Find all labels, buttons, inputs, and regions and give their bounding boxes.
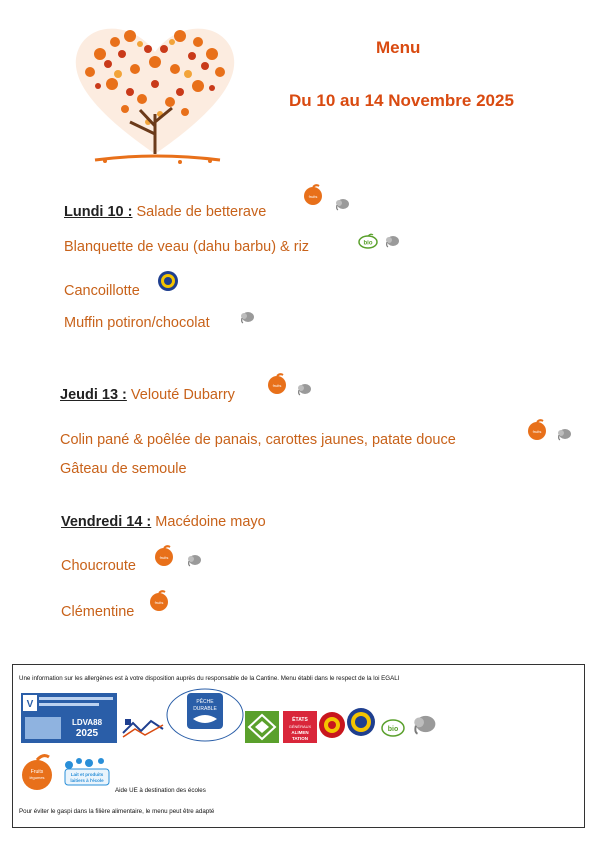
monday-starter-line (64, 204, 266, 220)
monday-cheese: Cancoillotte (64, 283, 140, 299)
svg-text:Lait et produits: Lait et produits (70, 772, 104, 777)
food-waste-note: Pour éviter le gaspi dans la filière alimentaire, le menu peut être adapté (19, 808, 215, 815)
monday-main: Blanquette de veau (dahu barbu) & riz (64, 239, 310, 255)
aoc-label-icon (318, 711, 346, 739)
thursday-starter: Velouté Dubarry (130, 387, 235, 403)
monday-day-label: Lundi 10 : (64, 204, 133, 220)
fruits-at-school-logo (17, 751, 57, 791)
autumn-heart-tree-illustration (60, 14, 250, 166)
elephant-icon (186, 553, 202, 567)
aop-label-icon (157, 270, 179, 292)
sustainable-fishing-logo (165, 687, 245, 743)
green-quality-label-logo (245, 711, 279, 743)
eu-aid-note: Aide UE à destination des écoles (115, 787, 206, 794)
svg-text:ÉTATS: ÉTATS (292, 717, 308, 723)
svg-text:fruits: fruits (532, 429, 542, 434)
svg-text:légumes: légumes (29, 775, 45, 780)
svg-text:PÊCHE: PÊCHE (196, 699, 214, 705)
svg-text:fruits: fruits (308, 194, 318, 199)
elephant-icon (411, 711, 437, 737)
monday-dessert: Muffin potiron/chocolat (64, 315, 210, 331)
elephant-icon (556, 427, 572, 441)
etats-generaux-alimentation-logo (283, 711, 317, 743)
svg-text:LDVA88: LDVA88 (71, 718, 103, 727)
svg-text:Fruits: Fruits (30, 769, 44, 775)
friday-main: Choucroute (61, 558, 136, 574)
friday-starter-line (61, 514, 266, 530)
fruit-at-school-icon (302, 183, 324, 205)
svg-text:GÉNÉRAUX: GÉNÉRAUX (288, 724, 312, 729)
thursday-day-label: Jeudi 13 : (60, 387, 127, 403)
menu-dates: Du 10 au 14 Novembre 2025 (289, 91, 514, 110)
svg-text:laitiers à l'école: laitiers à l'école (70, 778, 104, 783)
svg-text:ALIMEN: ALIMEN (291, 730, 309, 735)
footer-info-box (12, 664, 585, 828)
friday-day-label: Vendredi 14 : (61, 514, 152, 530)
fruit-at-school-icon (153, 544, 175, 566)
france-agriculture-logo (121, 713, 165, 741)
thursday-dessert: Gâteau de semoule (60, 461, 187, 477)
thursday-starter-line (60, 387, 235, 403)
allergens-note: Une information sur les allergènes est à votre disposition auprès du responsable de la Cantine. Menu établi dans le respect de la loi EGALI (19, 675, 400, 682)
page-title: Menu (376, 38, 421, 57)
laboratory-logo (21, 693, 117, 743)
svg-text:bio: bio (387, 726, 399, 733)
friday-dessert: Clémentine (61, 604, 135, 620)
fruit-at-school-icon (266, 372, 288, 394)
milk-at-school-logo (59, 755, 113, 789)
fruit-at-school-icon (148, 589, 170, 611)
elephant-icon (296, 382, 312, 396)
bio-organic-icon (358, 233, 378, 249)
svg-text:bio: bio (363, 240, 373, 247)
friday-starter: Macédoine mayo (155, 514, 266, 530)
monday-starter: Salade de betterave (136, 204, 267, 220)
aop-label-icon (346, 707, 376, 737)
elephant-icon (334, 197, 350, 211)
svg-text:2025: 2025 (75, 728, 99, 739)
svg-text:V: V (26, 699, 34, 710)
thursday-main: Colin pané & poêlée de panais, carottes jaunes, patate douce (60, 432, 456, 448)
svg-text:DURABLE: DURABLE (193, 706, 217, 712)
svg-text:fruits: fruits (154, 600, 164, 605)
bio-organic-icon (381, 717, 405, 737)
svg-text:fruits: fruits (272, 383, 282, 388)
elephant-icon (239, 310, 255, 324)
svg-text:TATION: TATION (291, 736, 309, 741)
fruit-at-school-icon (526, 418, 548, 440)
elephant-icon (384, 234, 400, 248)
svg-text:fruits: fruits (159, 555, 169, 560)
